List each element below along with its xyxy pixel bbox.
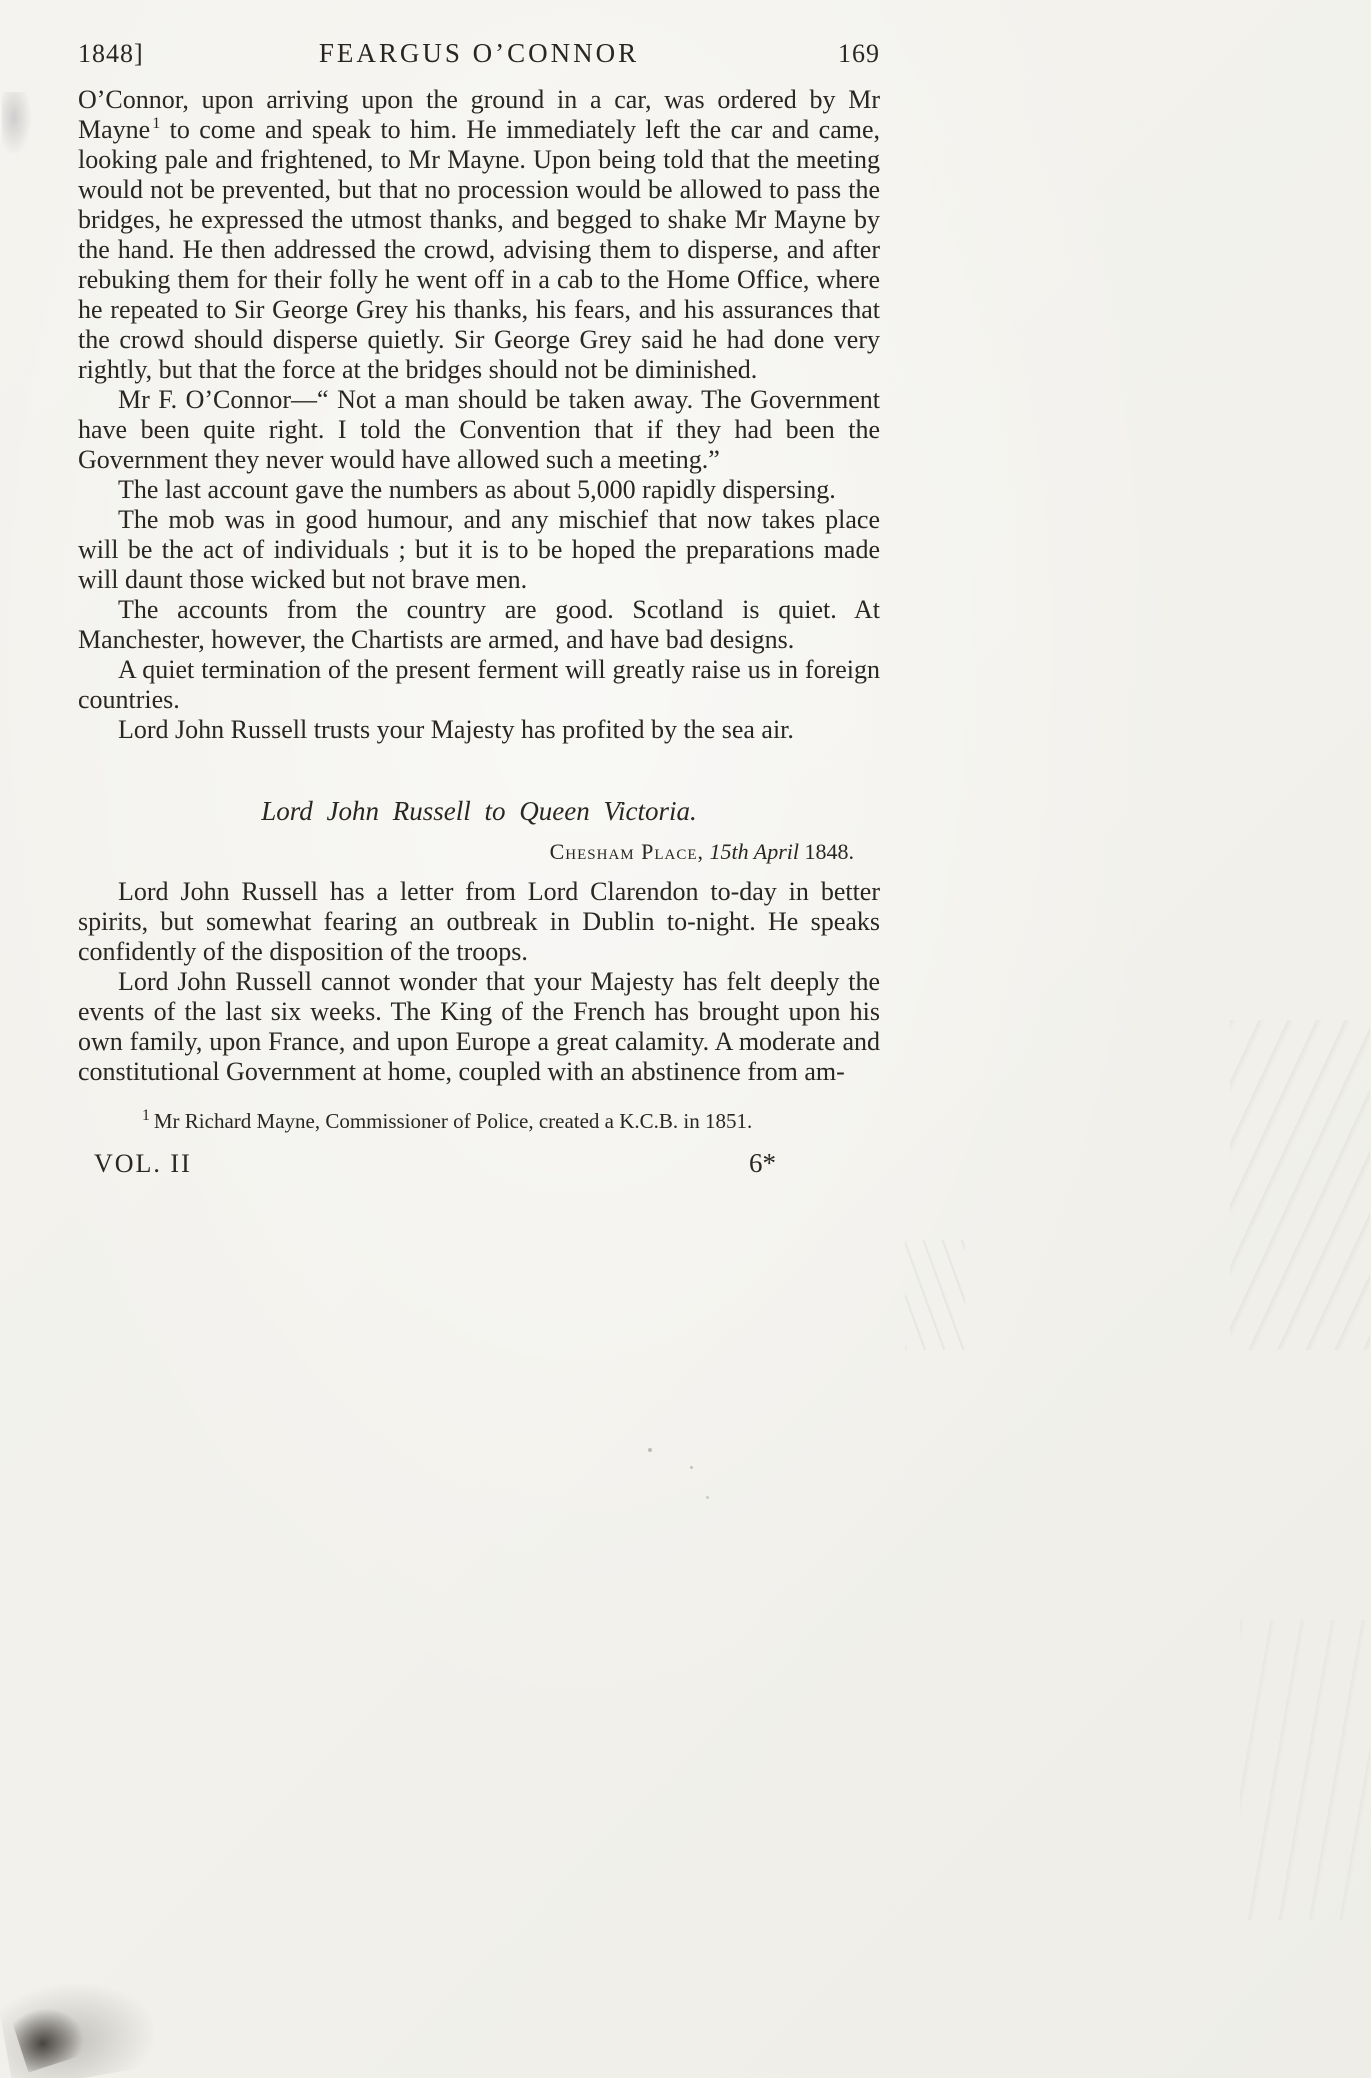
- dateline-date: 15th April: [709, 839, 799, 864]
- page-header: [78, 38, 880, 69]
- footnote-marker: 1: [142, 1107, 150, 1124]
- dateline-year: 1848.: [804, 839, 854, 864]
- paragraph: Lord John Russell trusts your Majesty has profited by the sea air.: [118, 715, 794, 744]
- paragraph: A quiet termination of the present ferment will greatly raise us in foreign countries.: [78, 655, 880, 714]
- scan-artifact: [706, 1496, 709, 1499]
- signature-mark: 6*: [749, 1148, 776, 1178]
- footnote-reference: 1: [152, 115, 161, 133]
- footnote-text: Mr Richard Mayne, Commissioner of Police, created a K.C.B. in 1851.: [153, 1109, 753, 1133]
- scan-artifact: [2, 92, 32, 156]
- footnote: [78, 1109, 880, 1134]
- scan-artifact: [11, 1998, 90, 2073]
- scan-artifact: [1230, 1020, 1370, 1350]
- running-title: FEARGUS O’CONNOR: [318, 38, 640, 68]
- paragraph: Lord John Russell has a letter from Lord Clarendon to-day in better spirits, but somewhat fearing an outbreak in Dublin to-night. He speaks confidently of the disposition of the troops.: [78, 877, 880, 966]
- page-number: 169: [838, 39, 880, 68]
- paragraph: [78, 85, 880, 385]
- paragraph-text: O’Connor, upon arriving upon the ground in a car, was ordered by Mr Mayne: [78, 85, 880, 144]
- scan-artifact: [648, 1448, 652, 1452]
- volume-label: VOL. II: [94, 1149, 192, 1178]
- paragraph: Mr F. O’Connor—“ Not a man should be taken away. The Government have been quite right. I told the Convention that if they had been the Government they never would have allowed such a meeting.”: [78, 385, 880, 474]
- paragraph: Lord John Russell cannot wonder that your Majesty has felt deeply the events of the last six weeks. The King of the French has brought upon his own family, upon France, and upon Europe a great calamity. A moderate and constitutional Government at home, coupled with an abstinence from am-: [78, 967, 880, 1086]
- scan-artifact: [1240, 1620, 1370, 1920]
- paragraph-text: to come and speak to him. He immediately left the car and came, looking pale and frightened, to Mr Mayne. Upon being told that the meeting would not be prevented, but that no procession would be allowed to pass the bridges, he expressed the utmost thanks, and begged to shake Mr Mayne by the hand. He then addressed the crowd, advising them to disperse, and after rebuking them for their folly he went off in a cab to the Home Office, where he repeated to Sir George Grey his thanks, his fears, and his assurances that the crowd should disperse quietly. Sir George Grey said he had done very rightly, but that the force at the bridges should not be diminished.: [78, 115, 880, 384]
- letter-dateline: [78, 839, 880, 865]
- paragraph: The accounts from the country are good. Scotland is quiet. At Manchester, however, the Chartists are armed, and have bad designs.: [78, 595, 880, 654]
- header-date: 1848]: [78, 39, 144, 68]
- letter-heading: Lord John Russell to Queen Victoria.: [261, 796, 697, 826]
- paragraph: The last account gave the numbers as about 5,000 rapidly dispersing.: [118, 475, 836, 504]
- scan-artifact: [690, 1466, 693, 1469]
- text-block: [78, 38, 880, 1179]
- scan-artifact: [905, 1240, 965, 1350]
- page-footer: [78, 1148, 880, 1179]
- scan-artifact: [0, 1970, 161, 2078]
- letter-body: [78, 877, 880, 1087]
- dateline-place: Chesham Place,: [549, 839, 705, 864]
- body-text: [78, 85, 880, 745]
- paragraph: The mob was in good humour, and any mischief that now takes place will be the act of individuals ; but it is to be hoped the preparations made will daunt those wicked but not brave men.: [78, 505, 880, 594]
